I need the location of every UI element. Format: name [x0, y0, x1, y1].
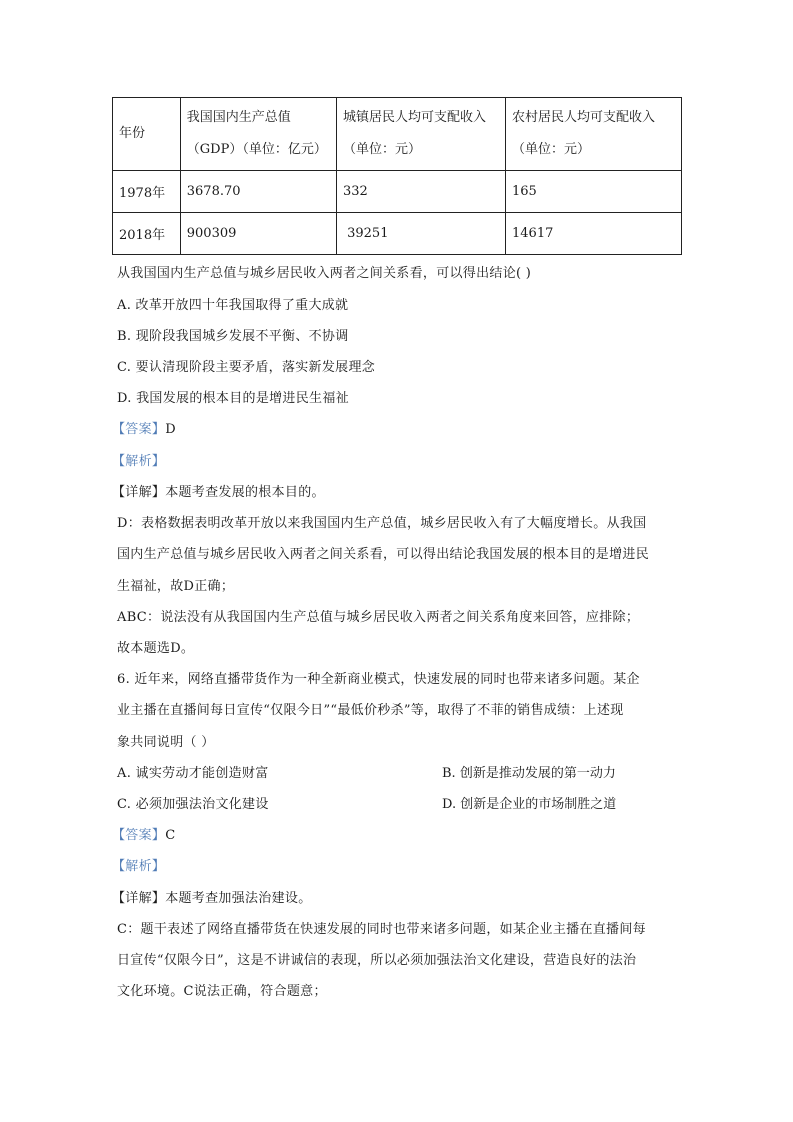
header-unit: （单位：元） [342, 142, 421, 157]
detail-intro: 本题考查加强法治建设。 [165, 891, 312, 906]
q6-option-d: D. 创新是企业的市场制胜之道 [442, 797, 617, 812]
analysis-tag: 【解析】 [112, 859, 166, 874]
header-unit: （单位：元） [512, 142, 591, 157]
cell-year: 2018年 [113, 213, 181, 255]
header-year [113, 98, 181, 171]
q6-analysis-tag [112, 855, 165, 874]
table-row [113, 171, 682, 213]
cell-rural: 14617 [506, 213, 682, 255]
cell-gdp: 900309 [180, 213, 336, 255]
cell-gdp: 3678.70 [180, 171, 336, 213]
q5-answer [112, 418, 176, 437]
header-text: 年份 [119, 126, 146, 141]
header-rural-income [506, 98, 682, 171]
q6-stem-line: 象共同说明（ ） [117, 735, 215, 750]
q6-option-b: B. 创新是推动发展的第一动力 [442, 766, 616, 781]
header-unit: （GDP）（单位：亿元） [186, 142, 327, 157]
answer-value: C [165, 828, 176, 843]
q6-explanation-line: 日宣传“仅限今日”，这是不讲诚信的表现，所以必须加强法治文化建设，营造良好的法治 [117, 953, 637, 968]
cell-urban: 39251 [336, 213, 505, 255]
q6-explanation-line: 文化环境。C说法正确，符合题意； [117, 984, 327, 999]
gdp-income-table [112, 97, 682, 255]
q6-stem-line: 6. 近年来，网络直播带货作为一种全新商业模式，快速发展的同时也带来诸多问题。某企 [117, 672, 640, 687]
table-header-row [113, 98, 682, 171]
q6-option-c: C. 必须加强法治文化建设 [117, 797, 269, 812]
header-text: 农村居民人均可支配收入 [512, 110, 656, 125]
q5-option-a: A. 改革开放四十年我国取得了重大成就 [117, 298, 349, 313]
q5-conclusion: 故本题选D。 [117, 641, 195, 656]
detail-intro: 本题考查发展的根本目的。 [165, 485, 325, 500]
q5-option-c: C. 要认清现阶段主要矛盾，落实新发展理念 [117, 360, 376, 375]
q5-analysis-tag [112, 450, 165, 469]
cell-rural: 165 [506, 171, 682, 213]
cell-urban: 332 [336, 171, 505, 213]
q5-explanation-line: 生福祉，故D正确； [117, 579, 235, 594]
q5-explanation-line: 国内生产总值与城乡居民收入两者之间关系看，可以得出结论我国发展的根本目的是增进民 [117, 547, 650, 562]
q5-explanation-line: ABC：说法没有从我国国内生产总值与城乡居民收入两者之间关系角度来回答，应排除； [117, 610, 640, 625]
q5-detail [112, 481, 325, 500]
analysis-tag: 【解析】 [112, 454, 166, 469]
q6-answer [112, 824, 175, 843]
header-text: 我国国内生产总值 [186, 110, 291, 125]
answer-value: D [165, 422, 176, 437]
table-row [113, 213, 682, 255]
cell-year: 1978年 [113, 171, 181, 213]
q5-explanation-line: D：表格数据表明改革开放以来我国国内生产总值，城乡居民收入有了大幅度增长。从我国 [117, 516, 647, 531]
detail-tag: 【详解】 [112, 891, 166, 906]
answer-tag: 【答案】 [112, 828, 166, 843]
q5-stem: 从我国国内生产总值与城乡居民收入两者之间关系看，可以得出结论( ) [117, 266, 532, 281]
header-urban-income [336, 98, 505, 171]
q5-option-d: D. 我国发展的根本目的是增进民生福祉 [117, 391, 349, 406]
header-gdp [180, 98, 336, 171]
answer-tag: 【答案】 [112, 422, 166, 437]
q6-option-a: A. 诚实劳动才能创造财富 [117, 766, 269, 781]
header-text: 城镇居民人均可支配收入 [342, 110, 486, 125]
q6-detail [112, 887, 312, 906]
q5-option-b: B. 现阶段我国城乡发展不平衡、不协调 [117, 329, 349, 344]
q6-stem-line: 业主播在直播间每日宣传“仅限今日”“最低价秒杀”等，取得了不菲的销售成绩：上述现 [117, 703, 624, 718]
q6-explanation-line: C：题干表述了网络直播带货在快速发展的同时也带来诸多问题，如某企业主播在直播间每 [117, 922, 646, 937]
detail-tag: 【详解】 [112, 485, 166, 500]
